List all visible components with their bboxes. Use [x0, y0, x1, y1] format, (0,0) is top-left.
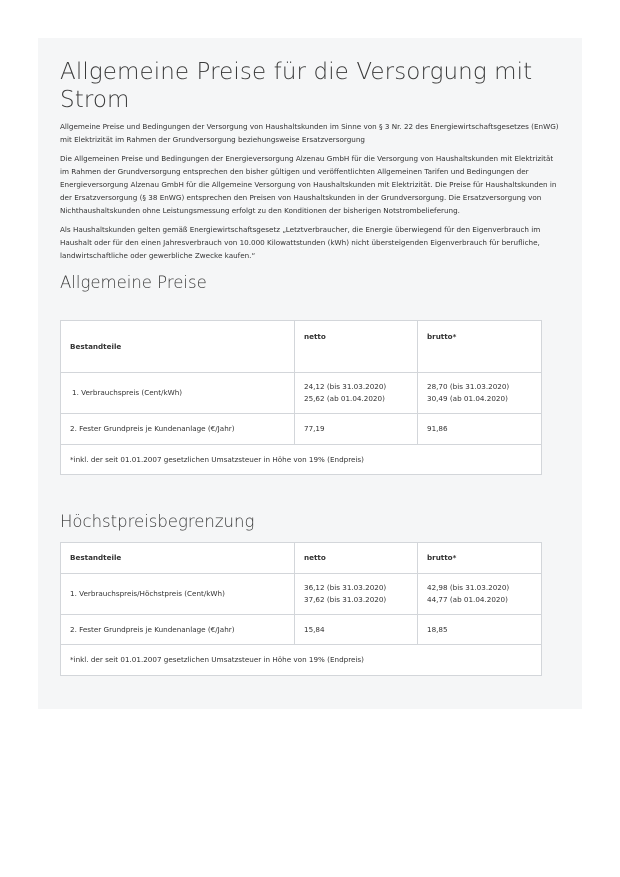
header-netto: netto	[295, 321, 418, 373]
netto-value: 77,19	[295, 414, 418, 445]
section-heading-hoechstpreisbegrenzung: Höchstpreisbegrenzung	[60, 512, 255, 531]
row-label: 2. Fester Grundpreis je Kundenanlage (€/Jahr)	[61, 414, 295, 445]
row-label: 1. Verbrauchspreis (Cent/kWh)	[61, 373, 295, 414]
section-heading-allgemeine-preise: Allgemeine Preise	[60, 273, 207, 292]
table-row	[61, 615, 542, 645]
header-bestandteile: Bestandteile	[61, 321, 295, 373]
footnote: *inkl. der seit 01.01.2007 gesetzlichen Umsatzsteuer in Höhe von 19% (Endpreis)	[61, 645, 542, 676]
row-label: 1. Verbrauchspreis/Höchstpreis (Cent/kWh)	[61, 574, 295, 615]
brutto-value: 18,85	[418, 615, 542, 645]
brutto-value: 42,98 (bis 31.03.2020)	[427, 583, 510, 592]
header-netto: netto	[295, 543, 418, 574]
footnote: *inkl. der seit 01.01.2007 gesetzlichen Umsatzsteuer in Höhe von 19% (Endpreis)	[61, 445, 542, 475]
table-footnote-row	[61, 645, 542, 676]
price-table	[60, 320, 542, 475]
table-row	[61, 574, 542, 615]
table-row	[61, 373, 542, 414]
table-header-row	[61, 543, 542, 574]
header-brutto: brutto*	[418, 321, 542, 373]
intro-paragraph: Allgemeine Preise und Bedingungen der Versorgung von Haushaltskunden im Sinne von § 3 Nr. 22 des Energiewirtschaftsgesetzes (EnWG) mit Elektrizität im Rahmen der Grundversorgung beziehungsweise Ersatzversorgung	[60, 122, 559, 144]
netto-value: 15,84	[295, 615, 418, 645]
brutto-value: 28,70 (bis 31.03.2020)	[427, 382, 510, 391]
brutto-value: 44,77 (ab 01.04.2020)	[427, 595, 508, 604]
netto-cell	[295, 373, 418, 414]
description-paragraph: Die Allgemeinen Preise und Bedingungen der Energieversorgung Alzenau GmbH für die Versorgung von Haushaltskunden mit Elektrizität im Rahmen der Grundversorgung entsprechen den bisher gültigen und veröffentlichten Allgemeinen Tarifen und Bedingungen der Energieversorgung Alzenau GmbH für die Allgemeine Versorgung von Haushaltskunden mit Elektrizität. Die Preise für Haushaltskunden in der Ersatzversorgung (§ 38 EnWG) entsprechen den Preisen von Haushaltskunden in der Grundversorgung. Die Ersatzversorgung von Nichthaushaltskunden ohne Leistungsmessung erfolgt zu den Konditionen der bisherigen Notstrombelieferung.	[60, 154, 557, 215]
netto-value: 36,12 (bis 31.03.2020)	[304, 583, 387, 592]
netto-value: 24,12 (bis 31.03.2020)	[304, 382, 387, 391]
netto-cell	[295, 574, 418, 615]
max-price-table	[60, 542, 542, 676]
brutto-cell	[418, 373, 542, 414]
row-label: 2. Fester Grundpreis je Kundenanlage (€/Jahr)	[61, 615, 295, 645]
table-footnote-row	[61, 445, 542, 475]
header-bestandteile: Bestandteile	[61, 543, 295, 574]
netto-value: 25,62 (ab 01.04.2020)	[304, 394, 385, 403]
brutto-cell	[418, 574, 542, 615]
netto-value: 37,62 (bis 31.03.2020)	[304, 595, 387, 604]
definition-paragraph: Als Haushaltskunden gelten gemäß Energiewirtschaftsgesetz „Letztverbraucher, die Energie überwiegend für den Eigenverbrauch im Haushalt oder für den einen Jahresverbrauch von 10.000 Kilowattstunden (kWh) nicht übersteigenden Eigenverbrauch für berufliche, landwirtschaftliche oder gewerbliche Zwecke kaufen.“	[60, 225, 541, 260]
page-title: Allgemeine Preise für die Versorgung mit Strom	[60, 59, 533, 113]
brutto-value: 30,49 (ab 01.04.2020)	[427, 394, 508, 403]
header-brutto: brutto*	[418, 543, 542, 574]
table-row	[61, 414, 542, 445]
content-panel	[38, 38, 582, 709]
brutto-value: 91,86	[418, 414, 542, 445]
table-header-row	[61, 321, 542, 373]
